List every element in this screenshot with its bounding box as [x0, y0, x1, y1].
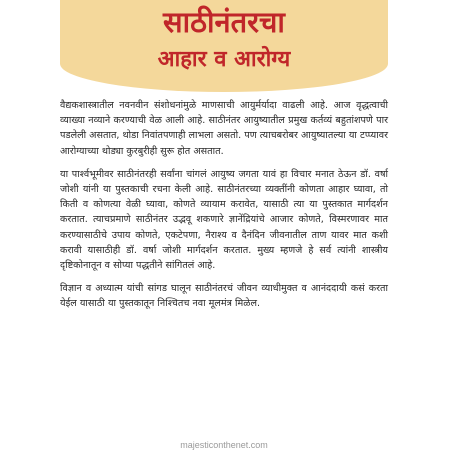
title-banner: [60, 0, 388, 92]
blurb-paragraph-2: या पार्श्वभूमीवर साठीनंतरही सर्वांना चांगलं आयुष्य जगता यावं हा विचार मनात ठेऊन डॉ. वर्षा जोशी यांनी या पुस्तकाची रचना केली आहे. साठीनंतरच्या व्यक्तींनी कोणता आहार घ्यावा, तो किती व कोणत्या वेळी घ्यावा, कोणते व्यायाम करावेत, यासाठी त्या या पुस्तकात मार्गदर्शन करतात. त्याचप्रमाणे साठीनंतर उद्भवू शकणारे ज्ञानेंद्रियांचे आजार कोणते, विस्मरणावर मात करण्यासाठीचे उपाय कोणते, एकटेपणा, नैराश्य व दैनंदिन जीवनातील ताण यावर मात कशी करावी यासाठीही डॉ. वर्षा जोशी मार्गदर्शन करतात. मुख्य म्हणजे हे सर्व त्यांनी शास्त्रीय दृष्टिकोनातून व सोप्या पद्धतीने सांगितलं आहे.: [60, 168, 388, 272]
blurb-paragraph-3: विज्ञान व अध्यात्म यांची सांगड घालून साठीनंतरचं जीवन व्याधीमुक्त व आनंददायी कसं करता येईल यासाठी या पुस्तकातून निश्चितच नवा मूलमंत्र मिळेल.: [60, 283, 388, 310]
book-title: साठीनंतरचा: [163, 5, 285, 39]
book-subtitle: आहार व आरोग्य: [157, 47, 291, 72]
blurb-text: [60, 98, 388, 320]
book-back-cover: [60, 0, 388, 450]
site-watermark: majesticonthenet.com: [180, 440, 268, 450]
blurb-paragraph-1: वैद्यकशास्त्रातील नवनवीन संशोधनांमुळे माणसाची आयुर्मर्यादा वाढली आहे. आज वृद्धत्वाची व्याख्या नव्याने करण्याची वेळ आली आहे. साठीनंतर आयुष्यातील प्रमुख कर्तव्यं बहुतांशपणे पार पडलेली असतात, थोडा निवांतपणाही लाभला असतो. पण त्याचबरोबर आयुष्यातल्या या टप्प्यावर आरोग्याच्या थोड्या कुरबुरीही सुरू होत असतात.: [60, 100, 388, 157]
